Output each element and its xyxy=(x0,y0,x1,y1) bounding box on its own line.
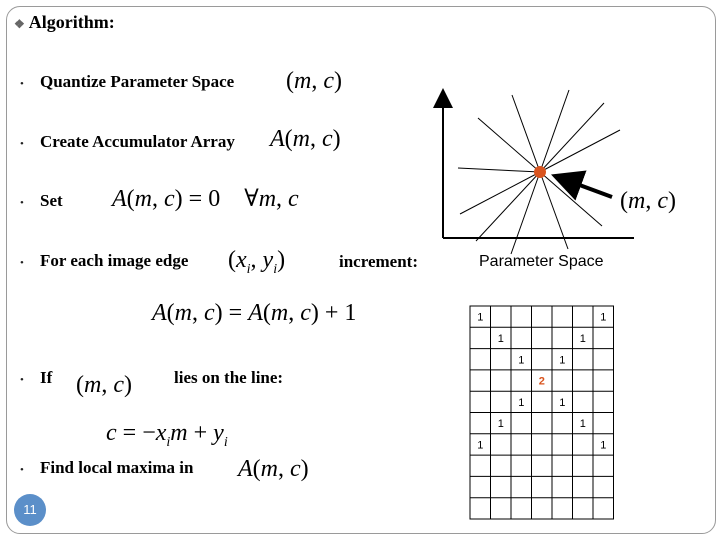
accumulator-cell-value: 1 xyxy=(579,418,586,431)
accumulator-cell-value: 1 xyxy=(559,396,566,409)
bullet-dot-icon: • xyxy=(20,257,24,269)
accumulator-cell-value: 1 xyxy=(579,332,586,345)
formula-accumulator: A(m, c) xyxy=(270,126,341,152)
accumulator-cell-value: 1 xyxy=(477,439,484,452)
bullet-dot-icon: • xyxy=(20,464,24,476)
accumulator-cell-value: 1 xyxy=(518,396,525,409)
title-text: Algorithm: xyxy=(28,12,115,32)
formula-point-mc: (m, c) xyxy=(620,188,676,214)
bullet-dot-icon: • xyxy=(20,78,24,90)
accumulator-cell-value: 1 xyxy=(497,418,504,431)
accumulator-cell-value: 1 xyxy=(559,354,566,367)
parameter-space-label: Parameter Space xyxy=(479,253,604,270)
accumulator-cell-value: 1 xyxy=(600,311,607,324)
bullet-pin-icon: ❖ xyxy=(14,17,25,31)
accumulator-peak-value: 2 xyxy=(538,375,545,388)
bullet-if: If xyxy=(40,368,53,387)
accumulator-cell-value: 1 xyxy=(477,311,484,324)
bullet-quantize: Quantize Parameter Space xyxy=(40,72,235,91)
bullet-dot-icon: • xyxy=(20,197,24,209)
bullet-dot-icon: • xyxy=(20,374,24,386)
lies-on-line-text: lies on the line: xyxy=(174,368,284,387)
bullet-find: Find local maxima in xyxy=(40,458,194,477)
formula-increment: A(m, c) = A(m, c) + 1 xyxy=(152,300,357,326)
bullet-dot-icon: • xyxy=(20,138,24,150)
intersection-point xyxy=(534,166,546,178)
formula-xi-yi: ($x_i$, $y_i$) xyxy=(228,247,286,277)
formula-mc: (m, c) xyxy=(286,68,342,94)
formula-line: $c = -x_im + y_i$ xyxy=(106,420,228,450)
formula-set-zero: A(m, c) = 0 ∀m, c xyxy=(112,186,299,212)
slide-number-badge: 11 xyxy=(14,494,46,526)
accumulator-cell-value: 1 xyxy=(600,439,607,452)
bullet-create: Create Accumulator Array xyxy=(40,132,235,151)
pointer-arrow xyxy=(566,180,612,197)
accumulator-cell-value: 1 xyxy=(518,354,525,367)
formula-if-mc: (m, c) xyxy=(76,372,132,398)
formula-find-max: A(m, c) xyxy=(238,456,309,482)
bullet-set: Set xyxy=(40,191,63,210)
bullet-for-each: For each image edge xyxy=(40,251,189,270)
increment-label: increment: xyxy=(339,252,418,271)
accumulator-cell-value: 1 xyxy=(497,332,504,345)
accumulator-grid xyxy=(470,306,614,519)
